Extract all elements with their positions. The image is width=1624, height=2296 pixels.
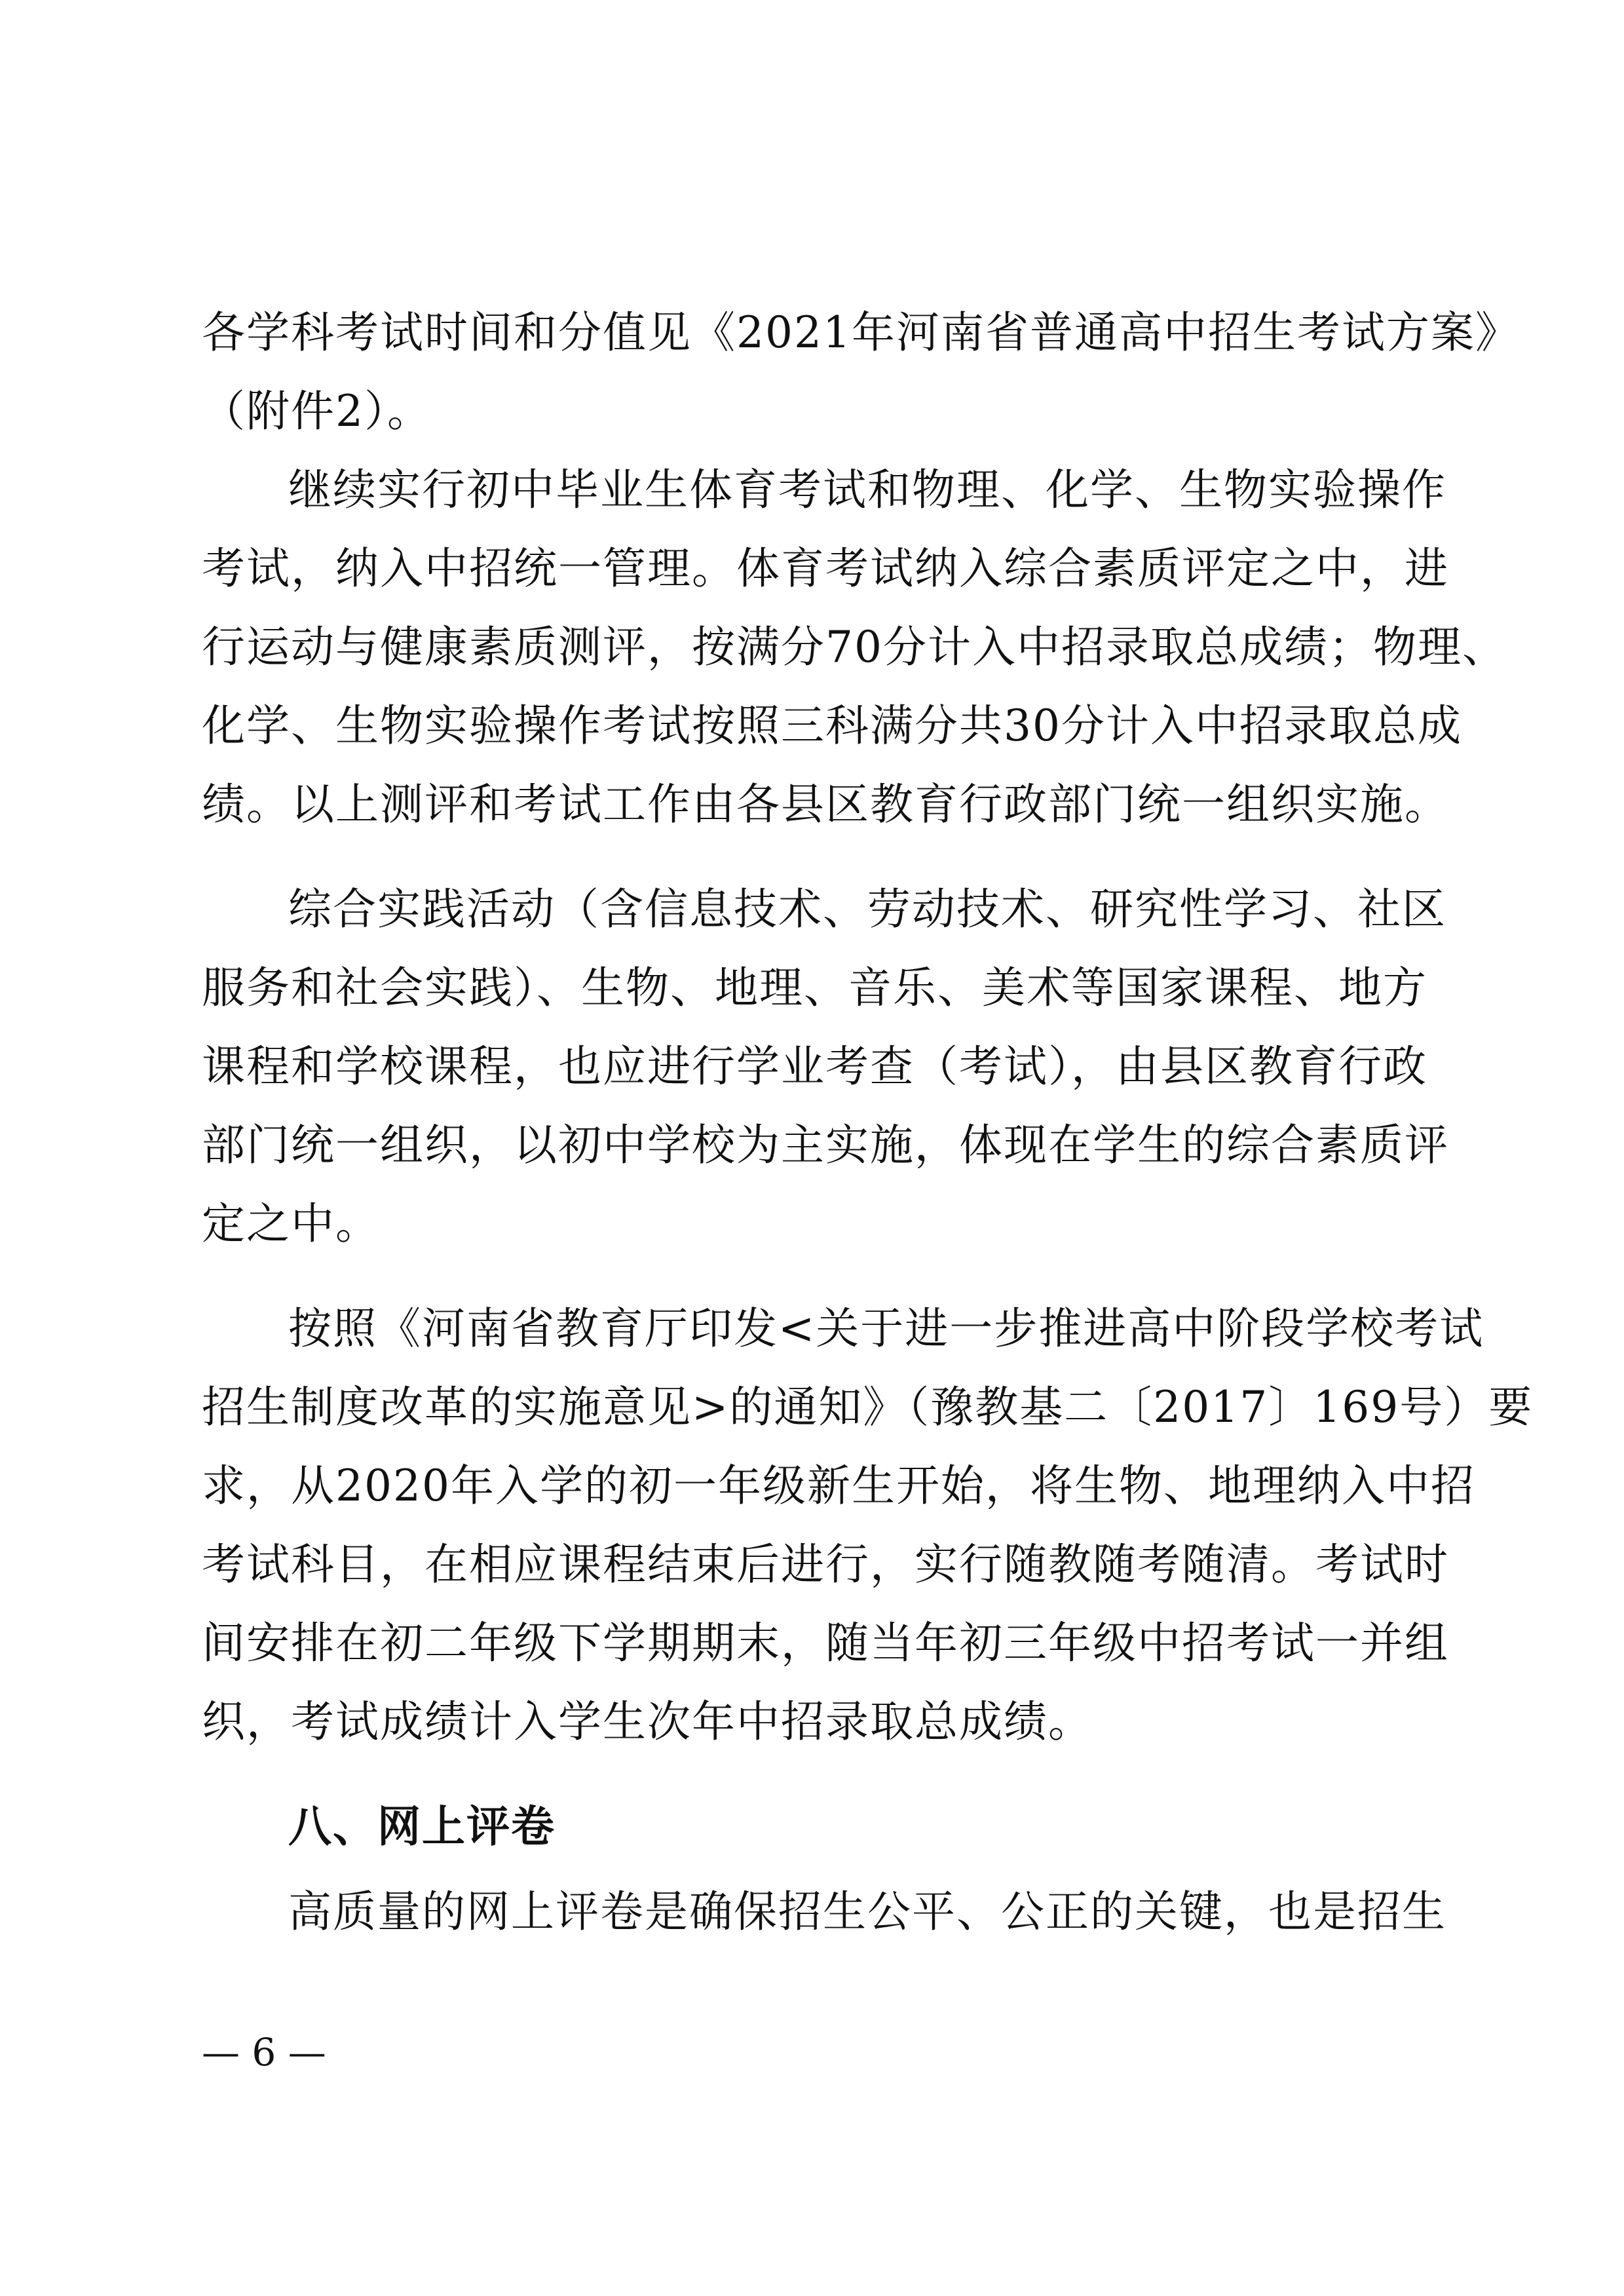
section-heading: 八、网上评卷 [288,1801,556,1852]
paragraph-3-line-5: 定之中。 [202,1198,380,1249]
paragraph-2-line-4: 化学、生物实验操作考试按照三科满分共30分计入中招录取总成 [202,700,1462,751]
paragraph-3-line-4: 部门统一组织，以初中学校为主实施，体现在学生的综合素质评 [202,1120,1449,1170]
paragraph-4-line-4: 考试科目，在相应课程结束后进行，实行随教随考随清。考试时 [202,1539,1449,1590]
paragraph-1-line-2: （附件2）。 [202,386,432,436]
paragraph-4-line-5: 间安排在初二年级下学期期末，随当年初三年级中招考试一并组 [202,1618,1449,1668]
paragraph-1-line-1: 各学科考试时间和分值见《2021年河南省普通高中招生考试方案》 [202,307,1520,358]
page-number: — 6 — [202,2030,326,2075]
paragraph-4-line-3: 求，从2020年入学的初一年级新生开始，将生物、地理纳入中招 [202,1461,1475,1511]
paragraph-2-line-1: 继续实行初中毕业生体育考试和物理、化学、生物实验操作 [288,465,1446,515]
paragraph-3-line-2: 服务和社会实践）、生物、地理、音乐、美术等国家课程、地方 [202,963,1427,1013]
paragraph-4-line-2: 招生制度改革的实施意见>的通知》（豫教基二〔2017〕169号）要 [202,1382,1534,1432]
closing-line: 高质量的网上评卷是确保招生公平、公正的关键，也是招生 [288,1886,1446,1937]
paragraph-4-line-1: 按照《河南省教育厅印发<关于进一步推进高中阶段学校考试 [288,1303,1484,1354]
paragraph-2-line-5: 绩。以上测评和考试工作由各县区教育行政部门统一组织实施。 [202,779,1449,830]
paragraph-4-line-6: 织，考试成绩计入学生次年中招录取总成绩。 [202,1696,1093,1747]
paragraph-3-line-1: 综合实践活动（含信息技术、劳动技术、研究性学习、社区 [288,884,1446,934]
paragraph-2-line-2: 考试，纳入中招统一管理。体育考试纳入综合素质评定之中，进 [202,543,1449,594]
paragraph-2-line-3: 行运动与健康素质测评，按满分70分计入中招录取总成绩；物理、 [202,622,1507,672]
paragraph-3-line-3: 课程和学校课程，也应进行学业考查（考试），由县区教育行政 [202,1041,1427,1092]
